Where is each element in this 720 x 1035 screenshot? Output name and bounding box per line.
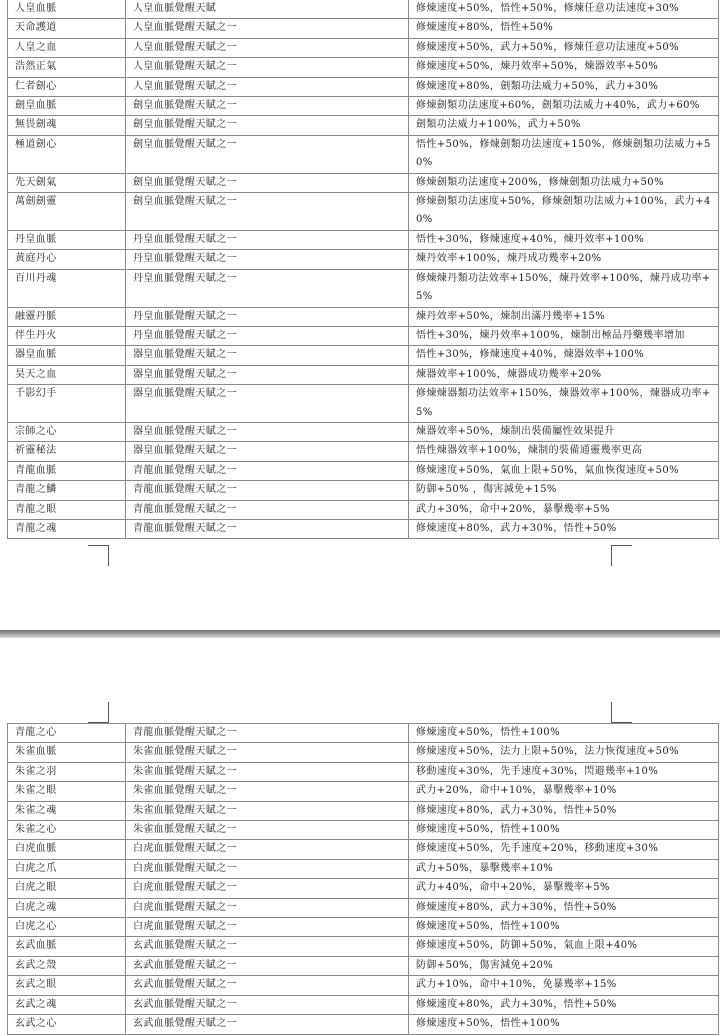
- talent-name-cell: 玄武之眼: [8, 976, 126, 995]
- talent-effect-cell: 悟性+30%，修煉速度+40%，煉器效率+100%: [409, 346, 719, 365]
- table-row: [8, 956, 719, 975]
- talent-name-cell: 先天劍氣: [8, 173, 126, 192]
- talent-effect-cell: 悟性+30%，煉丹效率+100%，煉制出極品丹藥幾率增加: [409, 326, 719, 345]
- table-row: [8, 385, 719, 423]
- talent-name-cell: 無畏劍魂: [8, 116, 126, 135]
- table-row: [8, 519, 719, 538]
- talent-source-cell: 劍皇血脈覺醒天賦之一: [126, 116, 409, 135]
- talent-effect-cell: 修煉速度+50%，煉丹效率+50%，煉器效率+50%: [409, 58, 719, 77]
- table-row: [8, 782, 719, 801]
- table-row: [8, 937, 719, 956]
- table-row: [8, 0, 719, 19]
- talent-source-cell: 丹皇血脈覺醒天賦之一: [126, 250, 409, 269]
- table-row: [8, 801, 719, 820]
- talent-source-cell: 玄武血脈覺醒天賦之一: [126, 937, 409, 956]
- table-row: [8, 481, 719, 500]
- talent-source-cell: 劍皇血脈覺醒天賦之一: [126, 97, 409, 116]
- talent-source-cell: 人皇血脈覺醒天賦之一: [126, 58, 409, 77]
- talent-effect-cell: 修煉劍類功法速度+200%，修煉劍類功法威力+50%: [409, 173, 719, 192]
- table-row: [8, 879, 719, 898]
- talent-source-cell: 白虎血脈覺醒天賦之一: [126, 918, 409, 937]
- talent-name-cell: 百川丹魂: [8, 269, 126, 307]
- talent-effect-cell: 煉丹效率+50%，煉制出滿丹幾率+15%: [409, 307, 719, 326]
- table-row: [8, 135, 719, 173]
- talent-effect-cell: 修煉煉丹類功法效率+150%，煉丹效率+100%，煉丹成功率+5%: [409, 269, 719, 307]
- talent-name-cell: 青龍之心: [8, 724, 126, 743]
- table-row: [8, 250, 719, 269]
- table-row: [8, 326, 719, 345]
- table-row: [8, 422, 719, 441]
- talent-name-cell: 千影幻手: [8, 385, 126, 423]
- talent-effect-cell: 劍類功法威力+100%，武力+50%: [409, 116, 719, 135]
- talent-name-cell: 人皇血脈: [8, 0, 126, 19]
- table-row: [8, 821, 719, 840]
- talent-effect-cell: 修煉速度+80%，武力+30%，悟性+50%: [409, 519, 719, 538]
- talent-name-cell: 朱雀之魂: [8, 801, 126, 820]
- talent-effect-cell: 悟性煉器效率+100%，煉制的裝備通靈幾率更高: [409, 442, 719, 461]
- talent-source-cell: 白虎血脈覺醒天賦之一: [126, 879, 409, 898]
- talent-effect-cell: 武力+30%，命中+20%，暴擊幾率+5%: [409, 500, 719, 519]
- table-row: [8, 97, 719, 116]
- talent-effect-cell: 防御+50% ，傷害減免+15%: [409, 481, 719, 500]
- talent-effect-cell: 修煉速度+50%，先手速度+20%，移動速度+30%: [409, 840, 719, 859]
- table-row: [8, 365, 719, 384]
- talent-name-cell: 青龍之魂: [8, 519, 126, 538]
- talent-source-cell: 青龍血脈覺醒天賦之一: [126, 724, 409, 743]
- talent-name-cell: 白虎血脈: [8, 840, 126, 859]
- talent-name-cell: 仁者劍心: [8, 77, 126, 96]
- talent-name-cell: 白虎之爪: [8, 859, 126, 878]
- crop-mark-top-right: [611, 702, 632, 723]
- table-row: [8, 461, 719, 480]
- talent-source-cell: 劍皇血脈覺醒天賦之一: [126, 135, 409, 173]
- talent-name-cell: 玄武之殼: [8, 956, 126, 975]
- talent-source-cell: 玄武血脈覺醒天賦之一: [126, 976, 409, 995]
- table-row: [8, 38, 719, 57]
- table-row: [8, 307, 719, 326]
- talent-name-cell: 極道劍心: [8, 135, 126, 173]
- talent-source-cell: 劍皇血脈覺醒天賦之一: [126, 193, 409, 231]
- talent-source-cell: 器皇血脈覺醒天賦之一: [126, 365, 409, 384]
- talent-source-cell: 丹皇血脈覺醒天賦之一: [126, 326, 409, 345]
- talent-name-cell: 玄武之心: [8, 1015, 126, 1034]
- talent-name-cell: 器皇血脈: [8, 346, 126, 365]
- talent-effect-cell: 修煉速度+80%，悟性+50%: [409, 19, 719, 38]
- table-row: [8, 173, 719, 192]
- talent-source-cell: 朱雀血脈覺醒天賦之一: [126, 743, 409, 762]
- talent-effect-cell: 修煉速度+80%，武力+30%，悟性+50%: [409, 898, 719, 917]
- talent-source-cell: 器皇血脈覺醒天賦之一: [126, 385, 409, 423]
- talent-source-cell: 丹皇血脈覺醒天賦之一: [126, 269, 409, 307]
- talent-source-cell: 丹皇血脈覺醒天賦之一: [126, 230, 409, 249]
- talent-effect-cell: 武力+20%，命中+10%，暴擊幾率+10%: [409, 782, 719, 801]
- talent-effect-cell: 修煉劍類功法速度+50%，修煉劍類功法威力+100%，武力+40%: [409, 193, 719, 231]
- talent-source-cell: 白虎血脈覺醒天賦之一: [126, 898, 409, 917]
- talent-source-cell: 玄武血脈覺醒天賦之一: [126, 1015, 409, 1034]
- talent-name-cell: 人皇之血: [8, 38, 126, 57]
- talent-source-cell: 人皇血脈覺醒天賦之一: [126, 19, 409, 38]
- talent-name-cell: 萬劍劍靈: [8, 193, 126, 231]
- talent-effect-cell: 修煉劍類功法速度+60%，劍類功法威力+40%，武力+60%: [409, 97, 719, 116]
- talent-source-cell: 玄武血脈覺醒天賦之一: [126, 995, 409, 1014]
- talent-name-cell: 朱雀之心: [8, 821, 126, 840]
- talent-effect-cell: 悟性+30%，修煉速度+40%，煉丹效率+100%: [409, 230, 719, 249]
- talent-source-cell: 青龍血脈覺醒天賦之一: [126, 481, 409, 500]
- crop-mark-bottom-right: [611, 545, 632, 566]
- talent-effect-cell: 修煉速度+80%，武力+30%，悟性+50%: [409, 995, 719, 1014]
- crop-mark-bottom-left: [88, 545, 109, 566]
- talent-effect-cell: 修煉速度+80%，劍類功法威力+50%，武力+30%: [409, 77, 719, 96]
- talent-source-cell: 青龍血脈覺醒天賦之一: [126, 461, 409, 480]
- talent-effect-cell: 煉丹效率+100%，煉丹成功幾率+20%: [409, 250, 719, 269]
- table-row: [8, 898, 719, 917]
- table-row: [8, 19, 719, 38]
- table-row: [8, 743, 719, 762]
- talent-effect-cell: 修煉速度+50%，法力上限+50%，法力恢復速度+50%: [409, 743, 719, 762]
- talent-effect-cell: 修煉速度+50%，武力+50%，修煉任意功法速度+50%: [409, 38, 719, 57]
- table-row: [8, 269, 719, 307]
- talent-source-cell: 器皇血脈覺醒天賦之一: [126, 422, 409, 441]
- talent-effect-cell: 修煉速度+50%，防御+50%，氣血上限+40%: [409, 937, 719, 956]
- talent-source-cell: 劍皇血脈覺醒天賦之一: [126, 173, 409, 192]
- talent-effect-cell: 防御+50%，傷害減免+20%: [409, 956, 719, 975]
- table-row: [8, 500, 719, 519]
- talent-name-cell: 浩然正氣: [8, 58, 126, 77]
- talent-name-cell: 融靈丹脈: [8, 307, 126, 326]
- talent-name-cell: 伴生丹火: [8, 326, 126, 345]
- talent-effect-cell: 悟性+50%，修煉劍類功法速度+150%，修煉劍類功法威力+50%: [409, 135, 719, 173]
- talent-effect-cell: 修煉速度+50%，氣血上限+50%，氣血恢復速度+50%: [409, 461, 719, 480]
- table-row: [8, 859, 719, 878]
- table-row: [8, 840, 719, 859]
- table-row: [8, 724, 719, 743]
- table-row: [8, 346, 719, 365]
- talent-effect-cell: 移動速度+30%，先手速度+30%，閃避幾率+10%: [409, 762, 719, 781]
- talent-effect-cell: 修煉煉器類功法效率+150%，煉器效率+100%，煉器成功率+5%: [409, 385, 719, 423]
- talent-table-1: [7, 0, 719, 539]
- talent-source-cell: 朱雀血脈覺醒天賦之一: [126, 801, 409, 820]
- talent-name-cell: 宗師之心: [8, 422, 126, 441]
- talent-name-cell: 昊天之血: [8, 365, 126, 384]
- talent-source-cell: 朱雀血脈覺醒天賦之一: [126, 762, 409, 781]
- talent-name-cell: 天命護道: [8, 19, 126, 38]
- talent-effect-cell: 武力+50%，暴擊幾率+10%: [409, 859, 719, 878]
- talent-source-cell: 丹皇血脈覺醒天賦之一: [126, 307, 409, 326]
- table-row: [8, 995, 719, 1014]
- page-separator: [0, 630, 720, 638]
- table-row: [8, 442, 719, 461]
- talent-source-cell: 器皇血脈覺醒天賦之一: [126, 346, 409, 365]
- talent-effect-cell: 煉器效率+100%，煉器成功幾率+20%: [409, 365, 719, 384]
- talent-name-cell: 玄武之魂: [8, 995, 126, 1014]
- talent-name-cell: 白虎之眼: [8, 879, 126, 898]
- talent-source-cell: 朱雀血脈覺醒天賦之一: [126, 821, 409, 840]
- talent-name-cell: 朱雀之羽: [8, 762, 126, 781]
- crop-mark-top-left: [88, 702, 109, 723]
- table-row: [8, 230, 719, 249]
- table-row: [8, 976, 719, 995]
- talent-name-cell: 青龍之鱗: [8, 481, 126, 500]
- talent-source-cell: 青龍血脈覺醒天賦之一: [126, 500, 409, 519]
- talent-name-cell: 劍皇血脈: [8, 97, 126, 116]
- talent-name-cell: 祈靈秘法: [8, 442, 126, 461]
- talent-name-cell: 白虎之魂: [8, 898, 126, 917]
- document-page-2: [0, 638, 720, 1029]
- talent-effect-cell: 武力+10%，命中+10%，免暴幾率+15%: [409, 976, 719, 995]
- talent-name-cell: 丹皇血脈: [8, 230, 126, 249]
- talent-source-cell: 白虎血脈覺醒天賦之一: [126, 859, 409, 878]
- talent-effect-cell: 修煉速度+50%，悟性+50%，修煉任意功法速度+30%: [409, 0, 719, 19]
- talent-name-cell: 朱雀血脈: [8, 743, 126, 762]
- table-row: [8, 193, 719, 231]
- table-row: [8, 77, 719, 96]
- table-row: [8, 1015, 719, 1034]
- table-row: [8, 918, 719, 937]
- talent-name-cell: 白虎之心: [8, 918, 126, 937]
- talent-source-cell: 青龍血脈覺醒天賦之一: [126, 519, 409, 538]
- talent-effect-cell: 修煉速度+50%，悟性+100%: [409, 1015, 719, 1034]
- table-row: [8, 116, 719, 135]
- talent-source-cell: 人皇血脈覺醒天賦: [126, 0, 409, 19]
- talent-source-cell: 朱雀血脈覺醒天賦之一: [126, 782, 409, 801]
- talent-name-cell: 黄庭丹心: [8, 250, 126, 269]
- talent-source-cell: 白虎血脈覺醒天賦之一: [126, 840, 409, 859]
- talent-name-cell: 朱雀之眼: [8, 782, 126, 801]
- talent-source-cell: 玄武血脈覺醒天賦之一: [126, 956, 409, 975]
- talent-effect-cell: 修煉速度+50%，悟性+100%: [409, 724, 719, 743]
- talent-source-cell: 人皇血脈覺醒天賦之一: [126, 77, 409, 96]
- talent-effect-cell: 武力+40%，命中+20%，暴擊幾率+5%: [409, 879, 719, 898]
- talent-source-cell: 器皇血脈覺醒天賦之一: [126, 442, 409, 461]
- talent-effect-cell: 煉器效率+50%，煉制出裝備屬性效果提升: [409, 422, 719, 441]
- talent-effect-cell: 修煉速度+50%，悟性+100%: [409, 918, 719, 937]
- talent-effect-cell: 修煉速度+80%，武力+30%，悟性+50%: [409, 801, 719, 820]
- talent-effect-cell: 修煉速度+50%，悟性+100%: [409, 821, 719, 840]
- talent-name-cell: 青龍血脈: [8, 461, 126, 480]
- talent-table-2: [7, 723, 719, 1035]
- talent-name-cell: 青龍之眼: [8, 500, 126, 519]
- talent-name-cell: 玄武血脈: [8, 937, 126, 956]
- table-row: [8, 762, 719, 781]
- talent-source-cell: 人皇血脈覺醒天賦之一: [126, 38, 409, 57]
- table-row: [8, 58, 719, 77]
